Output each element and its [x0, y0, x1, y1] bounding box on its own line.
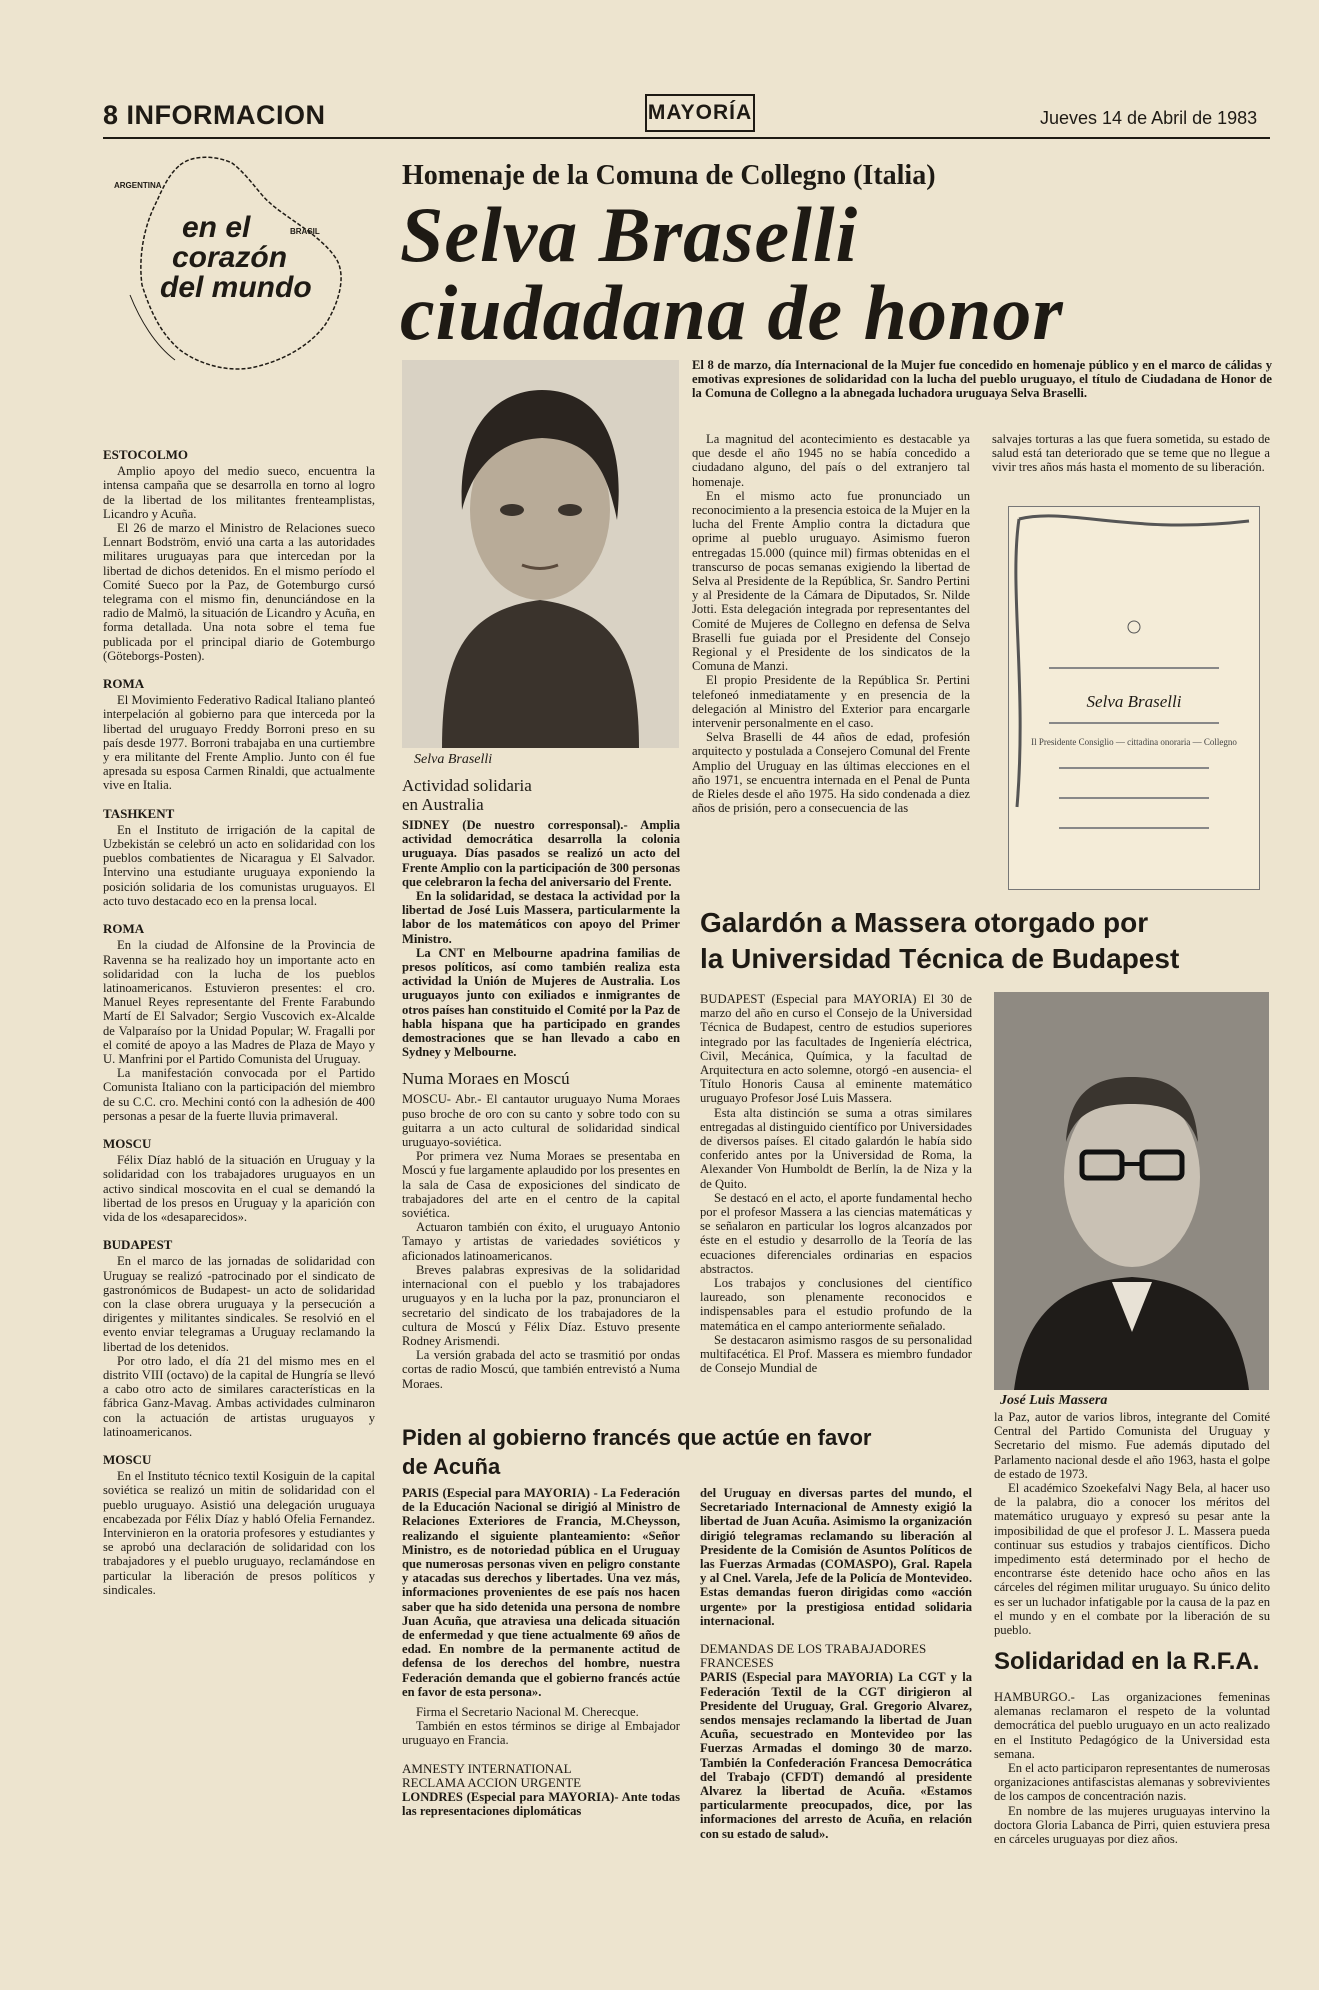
center-news-column: [402, 776, 680, 1391]
main-paragraph: En el mismo acto fue pronunciado un reconocimiento a la presencia estoica de la Mujer en la lucha del Frente Amplio contra la dictadura que oprime al pueblo uruguayo. Asimismo fueron entregadas 15.000 (quince mil) firmas obtenidas en el transcurso de pocas semanas exigiendo la libertad de Selva al Presidente de la República, Sr. Sandro Pertini y al Presidente de la Cámara de Diputados, Sr. Nilde Jotti. Esta delegación integrada por representantes del Comité de Mujeres de Collegno en defensa de Selva Braselli fue guiada por el Presidente del Consejo Regional y el Presidente de los sindicatos de la Comuna de Manzi.: [692, 488, 970, 674]
main-paragraph: El propio Presidente de la República Sr. Pertini telefoneó inmediatamente y en presencia de la delegación al Ministro del Exterior para encargarle intervenir personalmente en el caso.: [692, 673, 970, 731]
francia-headline: [402, 1423, 982, 1481]
massera-continuation: [994, 1410, 1270, 1637]
brief-dateline: MOSCU: [103, 1135, 152, 1151]
rfa-paragraph: HAMBURGO.- Las organizaciones femeninas alemanas reclamaron el respeto de la voluntad democrática del pueblo uruguayo en un acto realizado en el Instituto Pedagógico de la Universidad esta semana.: [994, 1690, 1270, 1761]
rfa-paragraph: En el acto participaron representantes de numerosas organizaciones antifascistas alemanas y sobrevivientes de los campos de concentración nazis.: [994, 1761, 1270, 1804]
massera-paragraph: Se destacaron asimismo rasgos de su personalidad multifacética. El Prof. Massera es miembro fundador de Consejo Mundial de: [700, 1332, 972, 1376]
brief-paragraph: En la ciudad de Alfonsine de la Provincia de Ravenna se ha realizado hoy un importante acto en solidaridad con la lucha de los pueblos latinoamericanos. Estuvieron presentes: el cro. Manuel Reyes representante del Frente Farabundo Martí de El Salvador; Sergio Vuscovich ex-Alcalde de Valparaíso por la Unidad Popular; W. Fragalli por el comité de apoyo a las Madres de Plaza de Mayo y U. Manfrini por el Partido Comunista del Uruguay.: [103, 938, 375, 1066]
moraes-paragraph: La versión grabada del acto se trasmitió por ondas cortas de radio Moscú, que también entrevistó a Numa Moraes.: [402, 1348, 680, 1391]
brief-tashkent: [103, 807, 375, 908]
massera-photo: [994, 992, 1269, 1390]
francia-col2: [700, 1486, 972, 1841]
headline-line: Actividad solidaria: [402, 776, 532, 795]
massera-body: [700, 992, 972, 1375]
brief-roma: [103, 677, 375, 793]
brief-dateline: BUDAPEST: [103, 1237, 173, 1253]
massera-paragraph: Esta alta distinción se suma a otras similares entregadas al distinguido científico por Universidades de diversos países. El citado galardón le había sido conferido antes por la Universidad de Roma, la Alexander Von Humboldt de Berlín, la de Niza y la de Quito.: [700, 1105, 972, 1191]
honorary-diploma-image: [1008, 506, 1260, 890]
massera-headline: [700, 905, 1270, 977]
moraes-headline: Numa Moraes en Moscú: [402, 1069, 570, 1089]
brief-budapest: [103, 1238, 375, 1439]
brief-paragraph: La manifestación convocada por el Partido Comunista Italiano con la participación del miembro de su C.C. cro. Mechini contó con la adhesión de 400 personas a pesar de la fuerte lluvia primaveral.: [103, 1066, 375, 1123]
map-title-line1: en el: [182, 211, 251, 244]
portrait-image: [994, 992, 1269, 1390]
demandas-paragraph: PARIS (Especial para MAYORIA) La CGT y la Federación Textil de la CGT dirigieron al Presidente del Uruguay, Gral. Gregorio Alvarez, sendos mensajes reclamando la libertad de Juan Acuña, secuestrado en Montevideo por las Fuerzas Armadas el domingo 30 de marzo. También la Confederación Francesa Democrática del Trabajo (CFDT) demandó al presidente Alvarez la libertad de Acuña. «Estamos particularmente preocupados, dice, por las informaciones del arresto de Acuña, en relación con su estado de salud».: [700, 1670, 972, 1841]
issue-date: Jueves 14 de Abril de 1983: [1040, 108, 1258, 128]
brief-paragraph: Amplio apoyo del medio sueco, encuentra la intensa campaña que se desarrolla en torno al logro de la libertad de los militantes frenteamplistas, Licandro y Acuña.: [103, 464, 375, 521]
section-title: 8 INFORMACION: [103, 100, 326, 130]
subhead-line: DEMANDAS DE LOS TRABAJADORES: [700, 1641, 927, 1657]
brief-paragraph: En el Instituto de irrigación de la capital de Uzbekistán se celebró un acto en solidaridad con los pueblos combatientes de Nicaragua y El Salvador. Intervino una estudiante uruguaya exponiendo la posición solidaria de los comunistas uruguayos. El acto tuvo destacado eco en la prensa local.: [103, 822, 375, 908]
main-kicker: Homenaje de la Comuna de Collegno (Italia): [402, 160, 936, 191]
massera-paragraph: la Paz, autor de varios libros, integrante del Comité Central del Partido Comunista del Uruguay y Secretario del mismo. Fue además diputado del Parlamento nacional desde el año 1963, hasta el golpe de estado de 1973.: [994, 1410, 1270, 1481]
demandas-subhead: [700, 1642, 972, 1670]
map-label-brasil: BRASIL: [290, 227, 320, 236]
portrait-image: [402, 360, 679, 748]
main-headline-line1: Selva Braselli: [400, 191, 859, 278]
subhead-line: AMNESTY INTERNATIONAL: [402, 1760, 572, 1776]
moraes-paragraph: Breves palabras expresivas de la solidaridad internacional con el pueblo y los trabajadores uruguayos y en la lucha por la paz, pronunciaron el secretario del sindicato de los trabajadores de la cultura de Moscú y Félix Díaz. Estuvo presente Rodney Arismendi.: [402, 1262, 680, 1348]
brief-paragraph: El Movimiento Federativo Radical Italiano planteó interpelación al gobierno para que interceda por la libertad del uruguayo Freddy Borroni preso en su país desde 1977. Borroni trabajaba en una curtiembre y era militante del Frente Amplio. Junto con él fue apresada su esposa Carmen Rinaldi, que actualmente vive en Italia.: [103, 693, 375, 793]
brief-moscu-2: [103, 1453, 375, 1597]
francia-paragraph: Firma el Secretario Nacional M. Cherecque.: [416, 1705, 639, 1720]
headline-line: en Australia: [402, 795, 484, 814]
main-headline-line2: ciudadana de honor: [400, 269, 1064, 356]
brief-dateline: ESTOCOLMO: [103, 447, 189, 462]
map-title-line3: del mundo: [160, 271, 312, 304]
francia-paragraph: También en estos términos se dirige al Embajador uruguayo en Francia.: [402, 1719, 680, 1748]
moraes-paragraph: Por primera vez Numa Moraes se presentaba en Moscú y fue largamente aplaudido por los presentes en la sala de Casa de exposiciones del sindicato de trabajadores del arte en el centro de la capital soviética.: [402, 1149, 680, 1221]
subhead-line: RECLAMA ACCION URGENTE: [402, 1774, 582, 1790]
header-rule: [103, 137, 1270, 139]
rfa-body: [994, 1690, 1270, 1846]
brief-dateline: MOSCU: [103, 1452, 152, 1467]
main-lead: El 8 de marzo, día Internacional de la Mujer fue concedido en homenaje público y en el marco de cálidas y emotivas expresiones de solidaridad con la lucha del pueblo uruguayo, el título de Ciudadana de Honor de la Comuna de Collegno a la abnegada luchadora uruguaya Selva Braselli.: [692, 358, 1272, 400]
amnesty-paragraph: LONDRES (Especial para MAYORIA)- Ante todas las representaciones diplomáticas: [402, 1790, 680, 1819]
brief-paragraph: El 26 de marzo el Ministro de Relaciones sueco Lennart Bodström, envió una carta a las autoridades militares uruguayas para que intercedan por la libertad de dichos detenidos. En el mismo período el Comité Sueco por la Paz, de Gotemburgo cursó telegrama con el mismo fin, denunciándose en la radio de Malmö, la situación de Licandro y Acuña, en forma detallada. Una nota sobre el tema fue publicada por el principal diario de Gotemburgo (Göteborgs-Posten).: [103, 521, 375, 663]
brief-paragraph: Félix Díaz habló de la situación en Uruguay y la solidaridad con los trabajadores uruguayos en un activo sindical moscovita en el cual se demandó la libertad de los presos en Uruguay y la aparición con vida de los «desaparecidos».: [103, 1153, 375, 1224]
left-news-column: [103, 448, 375, 1597]
selva-photo-caption: Selva Braselli: [414, 752, 493, 767]
rfa-headline: Solidaridad en la R.F.A.: [994, 1648, 1260, 1675]
diploma-text: Il Presidente Consiglio — cittadina onoraria — Collegno: [1031, 737, 1237, 747]
main-story-continuation: [992, 432, 1270, 475]
main-paragraph: La magnitud del acontecimiento es destacable ya que desde el año 1945 no se había concedido a ciudadano alguno, del país o del extranjero tal homenaje.: [692, 432, 970, 489]
francia-paragraph: PARIS (Especial para MAYORIA) - La Federación de la Educación Nacional se dirigió al Ministro de Relaciones Exteriores de Francia, M.Cheysson, realizando el siguiente planteamiento: «Señor Ministro, es de notoriedad pública en el Uruguay que numerosas personas viven en peligro constante y atacadas sus derechos y libertades. Una vez más, informaciones provenientes de ese país nos hacen saber que ha sido detenida una persona de nombre Juan Acuña, que atraviesa una delicada situación de enfermedad y que tiene actualmente 69 años de edad. En nombre de la permanente actitud de defensa de los derechos del hombre, nuestra Federación demanda que el gobierno francés actúe en favor de esta persona».: [402, 1486, 680, 1699]
headline-line: de Acuña: [402, 1454, 501, 1479]
map-label-argentina: ARGENTINA: [114, 181, 162, 190]
diploma-name: Selva Braselli: [1086, 692, 1182, 711]
massera-paragraph: El académico Szoekefalvi Nagy Bela, al hacer uso de la palabra, dio a conocer los méritos del matemático uruguayo y expresó su pesar ante la imposibilidad de que el profesor J. L. Massera pueda continuar sus estudios y trabajos científicos. Dicho impedimento está determinado por el hecho de encontrarse éste detenido hace ocho años en las cárceles del régimen militar uruguayo. Su único delito es ser un luchador infatigable por la causa de la paz en el mundo y en el combate por la liberación de su pueblo.: [994, 1481, 1270, 1638]
massera-paragraph: BUDAPEST (Especial para MAYORIA) El 30 de marzo del año en curso el Consejo de la Universidad Técnica de Budapest, centro de estudios superiores integrado por las facultades de Ingeniería eléctrica, Civil, Mecánica, Química, y la facultad de Arquitectura en acto solemne, otorgó -en ausencia- el Título Honoris Causa al eminente matemático uruguayo Profesor José Luis Massera.: [700, 992, 972, 1106]
australia-paragraph: En la solidaridad, se destaca la actividad por la libertad de José Luis Massera, particularmente la labor de los matemáticos con apoyo del Primer Ministro.: [402, 889, 680, 946]
australia-headline: [402, 776, 680, 814]
francia-col1: [402, 1486, 680, 1818]
brief-paragraph: Por otro lado, el día 21 del mismo mes en el distrito VIII (octavo) de la capital de Hungría se llevó a cabo otro acto de similares características en la fábrica Ganz-Mavag. Ambas actividades culminaron con la actuación de artistas uruguayos y latinoamericanos.: [103, 1353, 375, 1439]
brief-dateline: ROMA: [103, 921, 145, 937]
moraes-paragraph: Actuaron también con éxito, el uruguayo Antonio Tamayo y artistas de variedades soviéticos y aficionados latinoamericanos.: [402, 1220, 680, 1263]
map-title-line2: corazón: [172, 241, 288, 274]
moraes-paragraph: MOSCU- Abr.- El cantautor uruguayo Numa Moraes puso broche de oro con su canto y sobre todo con su guitarra a un acto cultural de solidaridad sindical uruguayo-soviética.: [402, 1092, 680, 1150]
brief-dateline: ROMA: [103, 676, 145, 692]
brief-moscu: [103, 1137, 375, 1224]
massera-paragraph: Se destacó en el acto, el aporte fundamental hecho por el profesor Massera a las ciencias matemáticas y se señalaron en particular los logros alcanzados por éste en el estudio y desarrollo de la Teoría de las ecuaciones diferenciales ordinarias en espacios abstractos.: [700, 1190, 972, 1276]
main-paragraph: Selva Braselli de 44 años de edad, profesión arquitecto y postulada a Consejero Comunal del Frente Amplio del Uruguay en las últimas elecciones en el año 1971, se encuentra internada en el Penal de Punta de Rieles desde el año 1975. Ha sido condenada a diez años de prisión, pero a consecuencia de las: [692, 730, 970, 816]
australia-paragraph: La CNT en Melbourne apadrina familias de presos políticos, así como también realiza esta actividad la Unión de Mujeres de Australia. Los uruguayos junto con exiliados e inmigrantes de otros países han constituido el Comité por la Paz de habla hispana que ha participado en grandes demostraciones que se han llevado a cabo en Sydney y Melbourne.: [402, 945, 680, 1060]
massera-photo-caption: José Luis Massera: [1000, 1393, 1108, 1408]
brief-paragraph: En el marco de las jornadas de solidaridad con Uruguay se realizó -patrocinado por el sindicato de gastronómicos de Budapest- un acto de solidaridad con la clase obrera uruguaya y la persecución a dirigentes y militantes sindicales. Se resolvió en el evento enviar telegramas a Uruguay reclamando la libertad de los detenidos.: [103, 1254, 375, 1354]
subhead-line: FRANCESES: [700, 1655, 774, 1671]
headline-line: Galardón a Massera otorgado por: [700, 907, 1149, 938]
masthead-logo: MAYORÍA: [645, 94, 755, 132]
australia-paragraph: SIDNEY (De nuestro corresponsal).- Amplia actividad democrática desarrolla la colonia uruguaya. Días pasados se realizó un acto del Frente Amplio con la participación de 300 personas que celebraron la fecha del aniversario del Frente.: [402, 818, 680, 889]
main-paragraph: salvajes torturas a las que fuera sometida, su estado de salud está tan deteriorado que se teme que no llegue a vivir tres años más hasta el momento de su liberación.: [992, 432, 1270, 475]
uruguay-map-logo: [114, 145, 382, 385]
brief-roma-2: [103, 922, 375, 1123]
brief-dateline: TASHKENT: [103, 805, 175, 821]
brief-estocolmo: [103, 448, 375, 663]
selva-braselli-photo: [402, 360, 679, 748]
brief-paragraph: En el Instituto técnico textil Kosiguin de la capital soviética se realizó un mitin de solidaridad con el pueblo uruguayo. Asistió una delegación uruguaya encabezada por Félix Díaz y habló Ofelia Fernandez. Intervinieron en la oratoria profesores y estudiantes y se aprobó una declaración de solidaridad con los trabajadores y el pueblo uruguayo, reclamándose en particular la liberación de presos políticos y sindicales.: [103, 1469, 375, 1597]
main-story-body: [692, 432, 970, 815]
amnesty-subhead: [402, 1762, 680, 1790]
massera-paragraph: Los trabajos y conclusiones del científico laureado, son plenamente reconocidos e indispensables para el estudio profundo de la matemática en el campo anteriormente señalado.: [700, 1276, 972, 1333]
headline-line: la Universidad Técnica de Budapest: [700, 943, 1180, 974]
headline-line: Piden al gobierno francés que actúe en favor: [402, 1425, 872, 1450]
rfa-paragraph: En nombre de las mujeres uruguayas intervino la doctora Gloria Labanca de Pirri, quien estuviera presa en cárceles uruguayas por diez años.: [994, 1803, 1270, 1847]
francia-paragraph: del Uruguay en diversas partes del mundo, el Secretariado Internacional de Amnesty exigió la libertad de Juan Acuña. Asimismo la organización dirigió telegramas reclamando su liberación al Presidente de la Comisión de Asuntos Políticos de las Fuerzas Armadas (COMASPO), Gral. Rapela y al Cnel. Varela, Jefe de la Policía de Montevideo. Estas demandas fueron dirigidas como «acción urgente» por la prestigiosa entidad solidaria internacional.: [700, 1486, 972, 1628]
